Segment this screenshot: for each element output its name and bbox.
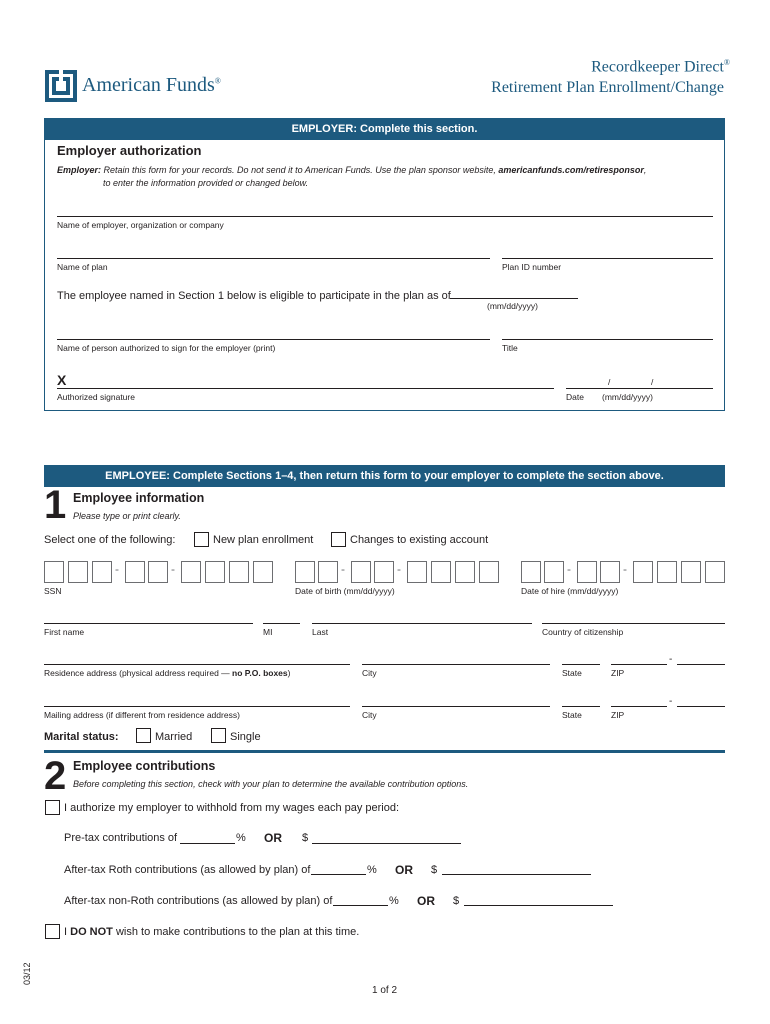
employer-section-bar: EMPLOYER: Complete this section. [44, 118, 725, 140]
country-field[interactable] [542, 623, 725, 624]
ssn-digit-1[interactable] [44, 561, 64, 583]
residence-zip-field[interactable] [611, 664, 667, 665]
select-label: Select one of the following: [44, 534, 176, 546]
doh-digit-5[interactable] [633, 561, 653, 583]
dob-digit-8[interactable] [479, 561, 499, 583]
residence-state-label: State [562, 668, 582, 678]
product-name [591, 58, 730, 76]
doh-digit-6[interactable] [657, 561, 677, 583]
roth-dollar-sign: $ [431, 864, 438, 876]
nonroth-dollar-sign: $ [453, 895, 460, 907]
retiresponsor-link[interactable]: americanfunds.com/retiresponsor [498, 165, 644, 175]
dob-digit-1[interactable] [295, 561, 315, 583]
doh-digit-7[interactable] [681, 561, 701, 583]
date-slash-2: / [651, 377, 654, 387]
ssn-label: SSN [44, 586, 62, 596]
single-checkbox[interactable] [211, 728, 226, 743]
employer-note-line2: to enter the information provided or changed below. [103, 178, 309, 188]
new-enrollment-label: New plan enrollment [213, 534, 314, 546]
form-code: 03/12 [22, 962, 32, 985]
married-label: Married [155, 731, 193, 743]
pretax-label: Pre-tax contributions of [64, 832, 178, 844]
plan-id-field[interactable] [502, 258, 713, 259]
employee-section-bar: EMPLOYEE: Complete Sections 1–4, then return this form to your employer to complete the section above. [44, 465, 725, 487]
decline-bold: DO NOT [70, 926, 113, 938]
dob-dash: - [397, 562, 401, 576]
eligible-date-format: (mm/dd/yyyy) [487, 301, 538, 311]
dob-digit-7[interactable] [455, 561, 475, 583]
decline-pre: I [64, 926, 71, 938]
doh-digit-4[interactable] [600, 561, 620, 583]
country-label: Country of citizenship [542, 627, 624, 637]
doh-digit-1[interactable] [521, 561, 541, 583]
dob-digit-2[interactable] [318, 561, 338, 583]
last-name-label: Last [312, 627, 329, 637]
authorized-name-label: Name of person authorized to sign for the employer (print) [57, 343, 276, 353]
product-mark: ® [723, 58, 730, 67]
roth-label: After-tax Roth contributions (as allowed by plan) of [64, 864, 311, 876]
residence-zip-label: ZIP [611, 668, 625, 678]
nonroth-label: After-tax non-Roth contributions (as allowed by plan) of [64, 895, 333, 907]
mailing-state-label: State [562, 710, 582, 720]
authorize-label: I authorize my employer to withhold from my wages each pay period: [64, 802, 400, 814]
plan-id-label: Plan ID number [502, 262, 562, 272]
brand-mark: ® [214, 76, 221, 86]
title-field[interactable] [502, 339, 713, 340]
ssn-digit-3[interactable] [92, 561, 112, 583]
employer-heading: Employer authorization [57, 143, 202, 158]
employer-note-text: Retain this form for your records. Do not send it to American Funds. Use the plan sponsor website, [101, 165, 499, 175]
mailing-state-field[interactable] [562, 706, 600, 707]
roth-percent-field[interactable] [311, 874, 366, 875]
section-2-number: 2 [44, 754, 67, 798]
ssn-digit-5[interactable] [148, 561, 168, 583]
first-name-label: First name [44, 627, 85, 637]
pretax-percent-field[interactable] [180, 843, 235, 844]
doh-digit-8[interactable] [705, 561, 725, 583]
mailing-address-label: Mailing address (if different from residence address) [44, 710, 240, 720]
residence-label-text: Residence address (physical address required — [44, 668, 233, 678]
date-slash-1: / [608, 377, 611, 387]
ssn-digit-8[interactable] [229, 561, 249, 583]
signature-field[interactable] [57, 388, 554, 389]
mi-label: MI [263, 627, 273, 637]
section-2-subtitle: Before completing this section, check with your plan to determine the available contribution options. [73, 779, 469, 789]
section-1-subtitle: Please type or print clearly. [73, 511, 181, 521]
signature-label: Authorized signature [57, 392, 135, 402]
date-format-label: (mm/dd/yyyy) [602, 392, 653, 402]
residence-address-label [44, 668, 290, 678]
mailing-zip-field[interactable] [611, 706, 667, 707]
marital-status-label: Marital status: [44, 731, 119, 743]
mailing-address-field[interactable] [44, 706, 350, 707]
new-enrollment-checkbox[interactable] [194, 532, 209, 547]
dob-digit-6[interactable] [431, 561, 451, 583]
married-checkbox[interactable] [136, 728, 151, 743]
page-number: 1 of 2 [372, 985, 398, 996]
mailing-zip4-field[interactable] [677, 706, 725, 707]
residence-city-field[interactable] [362, 664, 550, 665]
employer-name-label: Name of employer, organization or company [57, 220, 224, 230]
eligible-date-field[interactable] [450, 298, 578, 299]
nonroth-or: OR [417, 894, 435, 908]
employer-name-field[interactable] [57, 216, 713, 217]
roth-dollar-field[interactable] [442, 874, 591, 875]
zip-dash: - [669, 696, 673, 707]
mi-field[interactable] [263, 623, 300, 624]
single-label: Single [230, 731, 261, 743]
mailing-city-field[interactable] [362, 706, 550, 707]
dob-digit-5[interactable] [407, 561, 427, 583]
decline-post: wish to make contributions to the plan at this time. [112, 926, 360, 938]
residence-city-label: City [362, 668, 377, 678]
residence-address-field[interactable] [44, 664, 350, 665]
ssn-digit-6[interactable] [181, 561, 201, 583]
decline-label [64, 926, 359, 938]
ssn-dash: - [171, 562, 175, 576]
last-name-field[interactable] [312, 623, 532, 624]
employer-note [57, 165, 646, 175]
ssn-digit-4[interactable] [125, 561, 145, 583]
changes-checkbox[interactable] [331, 532, 346, 547]
residence-label-end: ) [287, 668, 291, 678]
american-funds-logo-icon [45, 70, 77, 102]
ssn-dash: - [115, 562, 119, 576]
section-1-number: 1 [44, 483, 67, 527]
nonroth-percent-field[interactable] [333, 905, 388, 906]
nonroth-dollar-field[interactable] [464, 905, 613, 906]
eligible-statement: The employee named in Section 1 below is eligible to participate in the plan as of [57, 290, 451, 302]
plan-name-label: Name of plan [57, 262, 108, 272]
section-2-rule [44, 750, 725, 753]
pretax-percent-sign: % [236, 832, 246, 844]
plan-name-field[interactable] [57, 258, 490, 259]
zip-dash: - [669, 654, 673, 665]
signature-x: X [57, 372, 67, 388]
ssn-digit-9[interactable] [253, 561, 273, 583]
form-title: Retirement Plan Enrollment/Change [491, 79, 724, 96]
doh-label: Date of hire (mm/dd/yyyy) [521, 586, 619, 596]
pretax-or: OR [264, 831, 282, 845]
roth-or: OR [395, 863, 413, 877]
no-po-boxes: no P.O. boxes [232, 668, 288, 678]
pretax-dollar-field[interactable] [312, 843, 461, 844]
section-2-heading: Employee contributions [73, 759, 216, 773]
authorize-checkbox[interactable] [45, 800, 60, 815]
employer-note-label: Employer: [57, 165, 102, 175]
dob-dash: - [341, 562, 345, 576]
residence-zip4-field[interactable] [677, 664, 725, 665]
authorized-name-field[interactable] [57, 339, 490, 340]
mailing-city-label: City [362, 710, 377, 720]
doh-digit-3[interactable] [577, 561, 597, 583]
doh-dash: - [567, 562, 571, 576]
doh-dash: - [623, 562, 627, 576]
residence-state-field[interactable] [562, 664, 600, 665]
section-1-heading: Employee information [73, 491, 205, 505]
signature-date-field[interactable] [566, 388, 713, 389]
mailing-zip-label: ZIP [611, 710, 625, 720]
roth-percent-sign: % [367, 864, 377, 876]
title-label: Title [502, 343, 518, 353]
product-text: Recordkeeper Direct [591, 58, 724, 76]
pretax-dollar-sign: $ [302, 832, 309, 844]
date-label: Date [566, 392, 584, 402]
dob-digit-3[interactable] [351, 561, 371, 583]
brand-text: American Funds [82, 74, 215, 96]
dob-digit-4[interactable] [374, 561, 394, 583]
employer-note-end: , [643, 165, 647, 175]
decline-checkbox[interactable] [45, 924, 60, 939]
nonroth-percent-sign: % [389, 895, 399, 907]
brand-name [82, 74, 221, 97]
dob-label: Date of birth (mm/dd/yyyy) [295, 586, 395, 596]
ssn-digit-7[interactable] [205, 561, 225, 583]
first-name-field[interactable] [44, 623, 253, 624]
doh-digit-2[interactable] [544, 561, 564, 583]
changes-label: Changes to existing account [350, 534, 489, 546]
ssn-digit-2[interactable] [68, 561, 88, 583]
